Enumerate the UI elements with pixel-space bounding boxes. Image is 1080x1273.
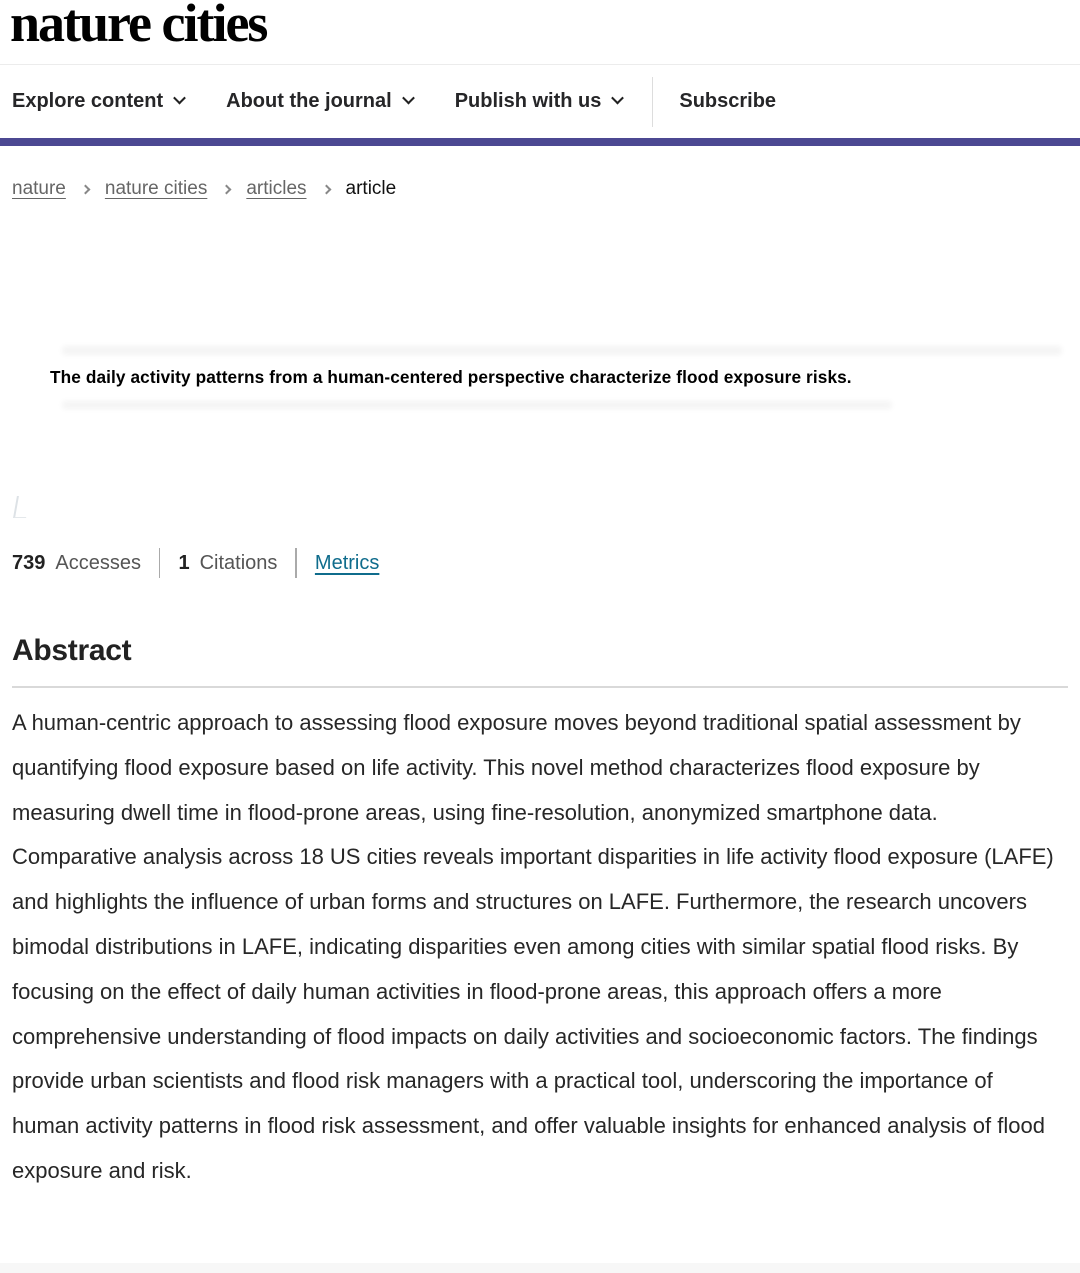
- metric-divider: [295, 548, 297, 578]
- nav-label: Publish with us: [454, 90, 602, 112]
- nav-subscribe[interactable]: [679, 90, 776, 113]
- citations-count: 1: [178, 551, 190, 574]
- breadcrumb-link-articles[interactable]: articles: [246, 178, 307, 199]
- journal-logo[interactable]: nature cities: [10, 0, 267, 53]
- citations-label: Citations: [199, 551, 278, 574]
- redacted-title-artifact: [62, 401, 892, 409]
- nav-about-the-journal[interactable]: [226, 90, 413, 113]
- chevron-right-icon: [321, 184, 331, 194]
- nav-label: Explore content: [12, 90, 164, 112]
- main-nav: [0, 65, 1080, 138]
- nav-publish-with-us[interactable]: [455, 90, 623, 113]
- accesses-label: Accesses: [55, 551, 141, 574]
- breadcrumb: [12, 178, 396, 200]
- chevron-right-icon: [80, 184, 90, 194]
- breadcrumb-link-nature-cities[interactable]: nature cities: [104, 178, 208, 199]
- chevron-down-icon: [173, 92, 186, 105]
- figure-caption: The daily activity patterns from a human-centered perspective characterize flood exposure risks.: [50, 367, 852, 387]
- metrics-link[interactable]: Metrics: [314, 551, 380, 574]
- accesses-count: 739: [12, 551, 46, 574]
- breadcrumb-link-nature[interactable]: nature: [12, 178, 66, 199]
- nav-label: About the journal: [226, 90, 392, 112]
- page-bottom-band: [0, 1263, 1080, 1273]
- nav-explore-content[interactable]: [12, 90, 184, 113]
- chevron-right-icon: [222, 184, 232, 194]
- metric-divider: [159, 548, 161, 578]
- article-metrics: [12, 548, 379, 578]
- chevron-down-icon: [611, 92, 624, 105]
- breadcrumb-current-article: article: [345, 178, 397, 199]
- nav-label: Subscribe: [679, 90, 777, 112]
- abstract-divider: [12, 686, 1068, 688]
- brand-accent-bar: [0, 138, 1080, 146]
- abstract-text: A human-centric approach to assessing flood exposure moves beyond traditional spatial assessment by quantifying flood exposure based on life activity. This novel method characterizes flood exposure by measuring dwell time in flood-prone areas, using fine-resolution, anonymized smartphone data. Comparative analysis across 18 US cities reveals important disparities in life activity flood exposure (LAFE) and highlights the influence of urban forms and structures on LAFE. Furthermore, the research uncovers bimodal distributions in LAFE, indicating disparities even among cities with similar spatial flood risks. By focusing on the effect of daily human activities in flood-prone areas, this approach offers a more comprehensive understanding of flood impacts on daily activities and socioeconomic factors. The findings provide urban scientists and flood risk managers with a practical tool, underscoring the importance of human activity patterns in flood risk assessment, and offer valuable insights for enhanced analysis of flood exposure and risk.: [12, 710, 1054, 1183]
- redacted-title-artifact: [62, 346, 1062, 355]
- abstract-heading: Abstract: [12, 634, 132, 667]
- chevron-down-icon: [402, 92, 415, 105]
- redaction-artifact: [13, 496, 30, 518]
- nav-divider: [652, 77, 653, 127]
